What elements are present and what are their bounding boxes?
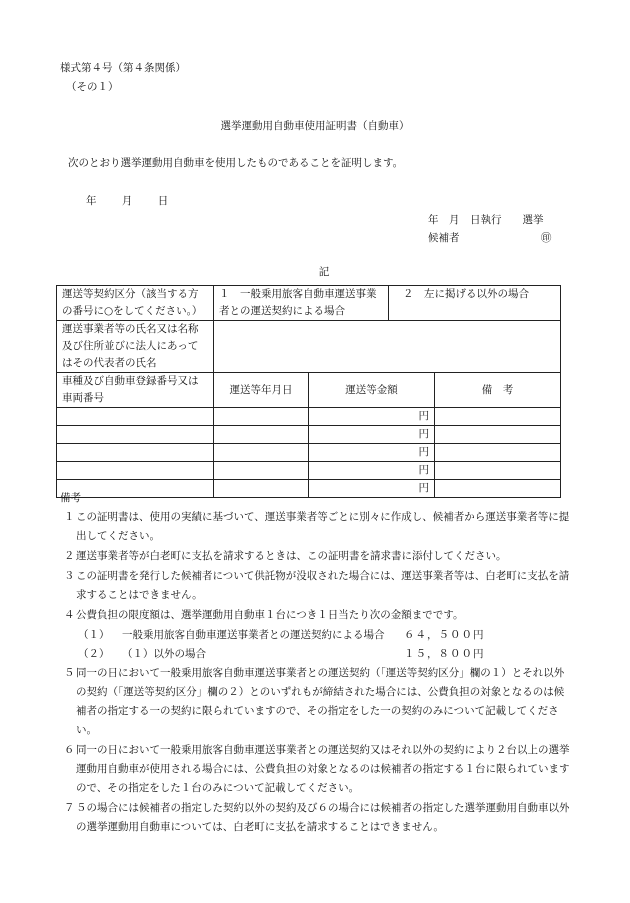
date-cell[interactable]	[214, 408, 309, 426]
remarks-cell[interactable]	[435, 408, 561, 426]
notes-section	[60, 490, 570, 838]
note-item	[60, 799, 570, 837]
header-row	[57, 373, 561, 408]
note-number: ６	[64, 744, 75, 757]
note-text: 同一の日において一般乗用旅客自動車運送事業者との運送契約又はそれ以外の契約により２台以上の選挙運動用自動車が使用される場合には、公費負担の対象となるのは候補者の指定する１台に限られていますので、その指定をした１台のみについて記載してください。	[76, 744, 570, 795]
election-line: 年 月 日執行 選挙	[428, 214, 544, 226]
contract-row	[57, 286, 561, 321]
candidate-label: 候補者	[428, 232, 460, 244]
date-cell[interactable]	[214, 426, 309, 444]
date-header: 運送等年月日	[214, 373, 309, 408]
note-item	[60, 664, 570, 740]
vehicle-cell[interactable]	[57, 462, 214, 480]
intro-statement: 次のとおり選挙運動用自動車を使用したものであることを証明します。	[68, 157, 404, 169]
note-text: この証明書を発行した候補者について供託物が没収された場合には、運送事業者等は、白老町に支払を請求することはできません。	[76, 570, 570, 602]
table-row	[57, 444, 561, 462]
amount-cell[interactable]: 円	[309, 426, 435, 444]
amount-cell[interactable]: 円	[309, 408, 435, 426]
note-item	[60, 508, 570, 546]
limit-text: 一般乗用旅客自動車運送事業者との運送契約による場合	[122, 629, 385, 642]
limit-number: （２）	[78, 648, 110, 661]
amount-header: 運送等金額	[309, 373, 435, 408]
operator-label: 運送事業者等の氏名又は名称及び住所並びに法人にあってはその代表者の氏名	[57, 321, 214, 373]
form-sub-number: （その１）	[66, 81, 119, 93]
date-cell[interactable]	[214, 444, 309, 462]
note-number: １	[64, 511, 75, 524]
note-item	[60, 547, 570, 566]
remarks-cell[interactable]	[435, 426, 561, 444]
certificate-table	[56, 285, 561, 498]
issue-date-day: 日	[157, 195, 169, 207]
seal-icon: ㊞	[540, 232, 552, 244]
candidate-line	[428, 230, 551, 246]
limit-line	[60, 645, 570, 664]
note-text: 公費負担の限度額は、選挙運動用自動車１台につき１日当たり次の金額までです。	[76, 609, 464, 622]
vehicle-cell[interactable]	[57, 426, 214, 444]
issue-date-month: 月	[121, 195, 133, 207]
table-row	[57, 408, 561, 426]
vehicle-cell[interactable]	[57, 408, 214, 426]
date-cell[interactable]	[214, 462, 309, 480]
note-number: ３	[64, 570, 75, 583]
note-number: ２	[64, 550, 75, 563]
contract-label: 運送等契約区分（該当する方の番号に○をしてください。）	[57, 286, 214, 321]
limit-number: （１）	[78, 629, 110, 642]
amount-cell[interactable]: 円	[309, 480, 435, 498]
note-text: この証明書は、使用の実績に基づいて、運送事業者等ごとに別々に作成し、候補者から運送事業者等に提出してください。	[76, 511, 570, 543]
limit-line	[60, 626, 570, 645]
amount-cell[interactable]: 円	[309, 444, 435, 462]
contract-option-1[interactable]: １ 一般乗用旅客自動車運送事業者との運送契約による場合	[214, 286, 389, 321]
note-number: ５	[64, 667, 75, 680]
ki-heading: 記	[318, 266, 330, 278]
remarks-header: 備 考	[435, 373, 561, 408]
note-text: ５の場合には候補者の指定した契約以外の契約及び６の場合には候補者の指定した選挙運動用自動車以外の選挙運動用自動車については、白老町に支払を請求することはできません。	[76, 802, 570, 834]
note-number: ７	[64, 802, 75, 815]
issue-date	[86, 193, 190, 209]
operator-row	[57, 321, 561, 373]
notes-title: 備考	[60, 492, 81, 504]
limit-amount: １５，８００円	[404, 648, 485, 661]
table-row	[57, 426, 561, 444]
document-title: 選挙運動用自動車使用証明書（自動車）	[220, 120, 410, 132]
operator-field[interactable]	[214, 321, 561, 373]
amount-cell[interactable]: 円	[309, 462, 435, 480]
note-item	[60, 741, 570, 798]
limit-text: （１）以外の場合	[122, 648, 206, 661]
note-text: 運送事業者等が白老町に支払を請求するときは、この証明書を請求書に添付してください。	[76, 550, 507, 563]
note-item	[60, 567, 570, 605]
note-item	[60, 606, 570, 625]
issue-date-year: 年	[86, 195, 97, 207]
remarks-cell[interactable]	[435, 462, 561, 480]
vehicle-cell[interactable]	[57, 444, 214, 462]
note-number: ４	[64, 609, 75, 622]
contract-option-2[interactable]: ２ 左に掲げる以外の場合	[389, 286, 561, 321]
table-row	[57, 462, 561, 480]
vehicle-label: 車種及び自動車登録番号又は車両番号	[57, 373, 214, 408]
limit-amount: ６４，５００円	[404, 629, 485, 642]
remarks-cell[interactable]	[435, 444, 561, 462]
note-text: 同一の日において一般乗用旅客自動車運送事業者との運送契約（「運送等契約区分」欄の１）とそれ以外の契約（「運送等契約区分」欄の２）とのいずれもが締結された場合には、公費負担の対象となるのは候補者の指定する一の契約に限られていますので、その指定をした一の契約のみについて記載してください。	[76, 667, 565, 737]
form-number: 様式第４号（第４条関係）	[60, 62, 186, 74]
